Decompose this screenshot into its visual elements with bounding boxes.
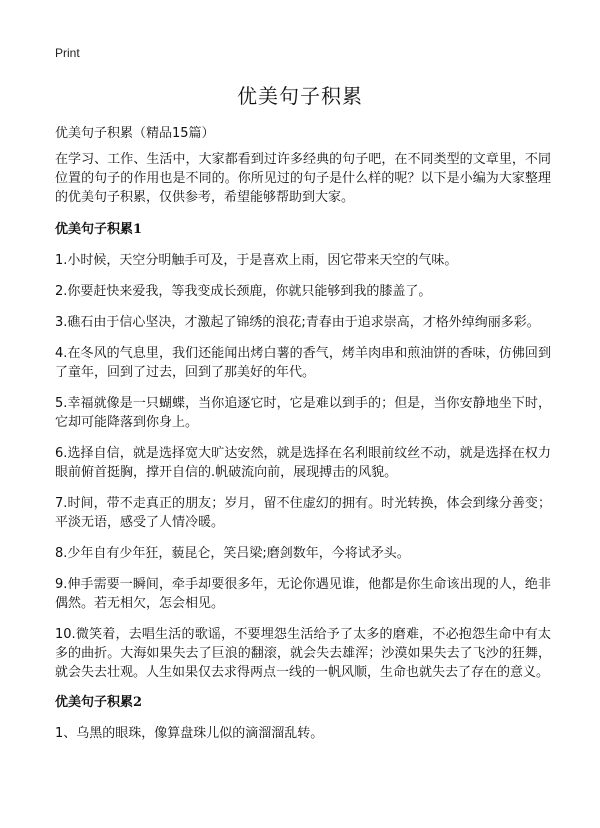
section-1 bbox=[55, 221, 551, 682]
sentence-item: 7.时间，带不走真正的朋友；岁月，留不住虚幻的拥有。时光转换，体会到缘分善变；平淡无语，感受了人情冷暖。 bbox=[55, 496, 551, 530]
document-title: 优美句子积累 bbox=[237, 84, 363, 108]
sentence-item: 5.幸福就像是一只蝴蝶，当你追逐它时，它是难以到手的；但是，当你安静地坐下时，它却可能降落到你身上。 bbox=[55, 396, 551, 430]
sentence-item: 1.小时候，天空分明触手可及，于是喜欢上雨，因它带来天空的气味。 bbox=[55, 253, 458, 268]
document-body bbox=[55, 150, 551, 755]
sentence-item: 6.选择自信，就是选择宽大旷达安然，就是选择在名利眼前纹丝不动，就是选择在权力眼前俯首挺胸，撑开自信的.帆破流向前，展现搏击的风貌。 bbox=[55, 446, 551, 480]
sentence-item: 2.你要赶快来爱我，等我变成长颈鹿，你就只能够到我的膝盖了。 bbox=[55, 284, 432, 299]
sentence-item: 3.礁石由于信心坚决，才激起了锦绣的浪花;青春由于追求崇高，才格外绰绚丽多彩。 bbox=[55, 315, 540, 330]
intro-paragraph: 在学习、工作、生活中，大家都看到过许多经典的句子吧，在不同类型的文章里，不同位置的句子的作用也是不同的。你所见过的句子是什么样的呢？以下是小编为大家整理的优美句子积累，仅供参考，希望能够帮助到大家。 bbox=[55, 152, 551, 205]
sentence-item: 1、乌黑的眼珠，像算盘珠儿似的滴溜溜乱转。 bbox=[55, 726, 324, 741]
sentence-item: 9.伸手需要一瞬间，牵手却要很多年，无论你遇见谁，他都是你生命该出现的人，绝非偶然。若无相欠，怎会相见。 bbox=[55, 577, 551, 611]
sentence-item: 10.微笑着，去唱生活的歌谣，不要埋怨生活给予了太多的磨难，不必抱怨生命中有太多的曲折。大海如果失去了巨浪的翻滚，就会失去雄浑；沙漠如果失去了飞沙的狂舞，就会失去壮观。人生如果仅去求得两点一线的一帆风顺，生命也就失去了存在的意义。 bbox=[55, 627, 551, 680]
sentence-item: 8.少年自有少年狂，藐昆仑，笑吕梁;磨剑数年，今将试矛头。 bbox=[55, 546, 410, 561]
print-label[interactable]: Print bbox=[55, 46, 80, 60]
section-2 bbox=[55, 694, 551, 743]
section-heading: 优美句子积累2 bbox=[55, 695, 143, 710]
section-heading: 优美句子积累1 bbox=[55, 222, 143, 237]
document-subtitle: 优美句子积累（精品15篇） bbox=[55, 126, 215, 141]
sentence-item: 4.在冬风的气息里，我们还能闻出烤白薯的香气，烤羊肉串和煎油饼的香味，仿佛回到了童年，回到了过去，回到了那美好的年代。 bbox=[55, 346, 551, 380]
